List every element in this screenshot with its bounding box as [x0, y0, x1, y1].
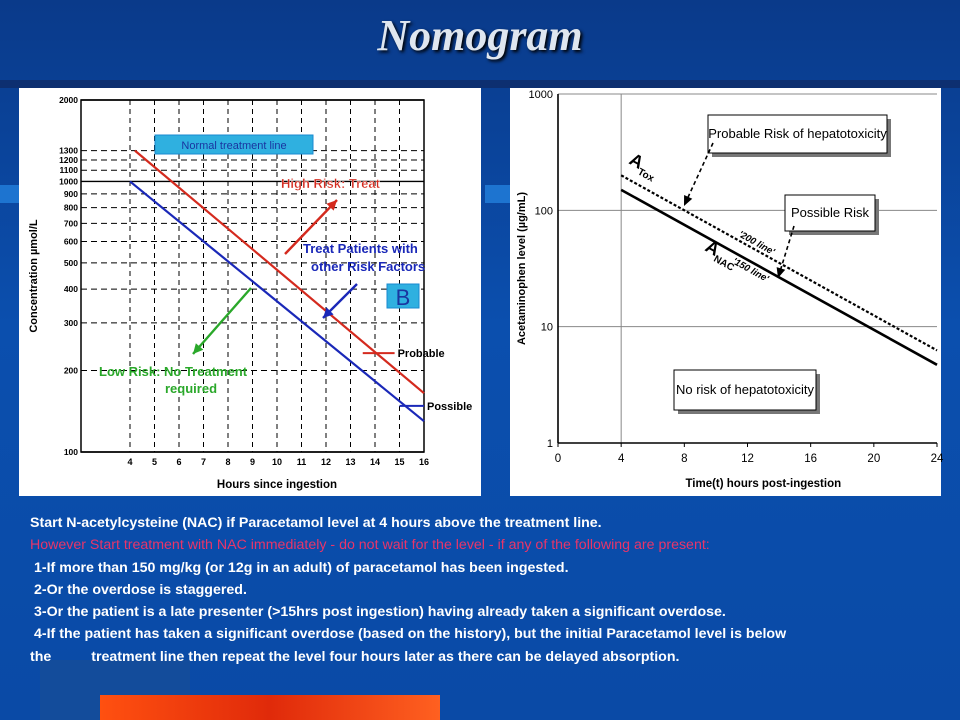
atox-label-subscript: Tox [635, 166, 656, 185]
right-y-tick-label: 10 [540, 321, 553, 334]
left-y-tick-label: 700 [63, 218, 78, 229]
no-risk-text: No risk of hepatotoxicity [675, 382, 815, 397]
treat-other-label-2: other Risk Factors [311, 259, 426, 274]
rumack-matthew-chart [19, 88, 481, 496]
left-y-tick-label: 1100 [59, 165, 78, 176]
right-x-tick-label: 12 [741, 453, 754, 465]
marker-b-label: B [395, 285, 411, 310]
possible-risk-text: Possible Risk [790, 205, 870, 220]
note-item-4a: 4-If the patient has taken a significant overdose (based on the history), but the initial Paracetamol level is below [34, 626, 787, 643]
right-x-tick-label: 8 [681, 453, 688, 465]
left-x-tick-label: 14 [369, 457, 381, 467]
slide-title: Nomogram [377, 11, 583, 60]
left-x-tick-label: 6 [176, 457, 182, 467]
right-y-tick-label: 1 [546, 438, 553, 450]
legend-label-probable: Probable [397, 348, 445, 361]
note-item-4b [30, 646, 940, 668]
right-series-line-150 [621, 190, 937, 365]
left-chart-svg [19, 88, 481, 496]
left-x-tick-label: 4 [127, 457, 133, 467]
left-y-tick-label: 600 [63, 236, 78, 247]
left-x-axis-label: Hours since ingestion [216, 479, 338, 491]
background-block [485, 185, 510, 203]
note-item-4b-word: the [30, 648, 52, 665]
left-y-tick-label: 400 [63, 284, 78, 295]
left-annotations [99, 135, 425, 396]
background-block [0, 185, 19, 203]
left-x-tick-label: 11 [296, 457, 307, 467]
right-y-tick-label: 1000 [528, 89, 553, 101]
left-x-tick-label: 16 [418, 457, 430, 467]
left-x-tick-label: 5 [151, 457, 158, 467]
left-y-tick-label: 200 [63, 365, 78, 376]
possible-arrow-head [777, 267, 786, 278]
acetaminophen-nomogram-chart [510, 88, 944, 496]
left-y-tick-label: 500 [63, 257, 78, 268]
note-item-4b-text: treatment line then repeat the level four hours later as there can be delayed absorption. [91, 648, 680, 665]
note-item-2: 2-Or the overdose is staggered. [34, 581, 247, 598]
right-x-axis-label: Time(t) hours post-ingestion [685, 478, 842, 490]
note-item-3: 3-Or the patient is a late presenter (>15hrs post ingestion) having already taken a significant overdose. [34, 604, 726, 621]
left-y-tick-label: 900 [63, 188, 78, 199]
right-series [621, 149, 937, 365]
probable-risk-text: Probable Risk of hepatotoxicity [708, 126, 887, 141]
left-y-tick-label: 1300 [59, 145, 78, 156]
left-y-tick-label: 1000 [59, 176, 78, 187]
left-x-tick-label: 15 [394, 457, 405, 467]
background-band [0, 80, 960, 88]
right-y-axis-label: Acetaminophen level (µg/mL) [516, 191, 528, 346]
right-annotations [674, 115, 891, 414]
anac-label-letter: A [702, 236, 724, 260]
note-line-warning: However Start treatment with NAC immediately - do not wait for the level - if any of the following are present: [30, 537, 710, 554]
right-x-tick-label: 4 [617, 453, 625, 465]
high-risk-label: High Risk: Treat [281, 176, 380, 191]
low-risk-arrow-shaft [193, 288, 251, 354]
left-y-axis-label: Concentration µmol/L [28, 219, 40, 333]
left-y-tick-label: 300 [63, 317, 78, 328]
right-y-tick-label: 100 [534, 205, 553, 218]
left-y-tick-label: 2000 [59, 95, 78, 105]
low-risk-label-2: required [165, 381, 218, 396]
note-line-1: Start N-acetylcysteine (NAC) if Paracetamol level at 4 hours above the treatment line. [30, 515, 602, 531]
right-x-tick-label: 0 [554, 453, 562, 465]
treat-other-label-1: Treat Patients with [303, 241, 418, 256]
left-x-tick-label: 8 [225, 457, 231, 467]
anac-label-subscript: NAC [711, 253, 736, 274]
left-y-tick-label: 1200 [59, 155, 78, 166]
right-x-tick-label: 20 [867, 453, 881, 465]
legend-label-possible: Possible [427, 400, 473, 413]
left-y-tick-label: 100 [63, 447, 78, 457]
low-risk-label-1: Low Risk: No Treatment [99, 364, 248, 379]
right-series-line-200 [621, 175, 937, 350]
left-y-tick-label: 800 [63, 202, 78, 213]
left-x-tick-label: 7 [200, 457, 207, 467]
probable-arrow-shaft [684, 143, 713, 206]
left-x-tick-label: 10 [271, 457, 283, 467]
left-x-tick-label: 13 [345, 457, 356, 467]
note-item-1: 1-If more than 150 mg/kg (or 12g in an adult) of paracetamol has been ingested. [34, 559, 569, 576]
footer-accent-bar [100, 695, 440, 720]
slide-notes [30, 512, 940, 668]
left-x-tick-label: 12 [320, 457, 332, 467]
left-x-tick-label: 9 [249, 457, 256, 467]
normal-line-label: Normal treatment line [181, 140, 287, 152]
line-150-label: '150 line' [730, 256, 771, 285]
right-x-tick-label: 24 [930, 453, 944, 465]
atox-label-letter: A [626, 149, 648, 173]
line-200-label: '200 line' [736, 229, 777, 258]
right-chart-svg [510, 88, 944, 496]
right-x-tick-label: 16 [804, 453, 818, 465]
